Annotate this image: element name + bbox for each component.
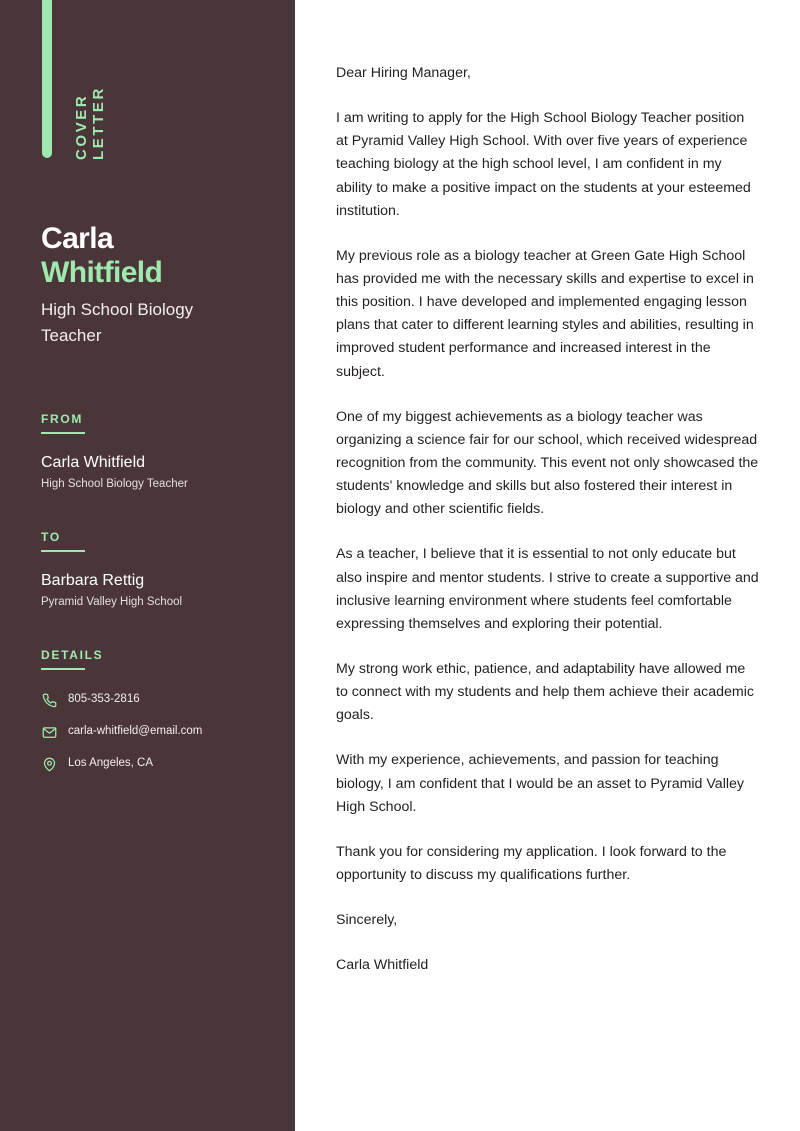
letter-paragraph: I am writing to apply for the High School Biology Teacher position at Pyramid Valley High School. With over five years of experience teaching biology at the high school level, I am confident in my ability to make a positive impact on the students at your esteemed institution. bbox=[336, 110, 751, 219]
contact-item-location[interactable] bbox=[41, 756, 276, 772]
contact-email-value: carla-whitfield@email.com bbox=[68, 725, 203, 738]
recipient-name: Barbara Rettig bbox=[41, 572, 145, 589]
letter-paragraph: My previous role as a biology teacher at Green Gate High School has provided me with the necessary skills and expertise to excel in this position. I have developed and implemented engaging lesson plans that cater to different learning styles and abilities, resulting in improved student performance and increased interest in the subject. bbox=[336, 247, 754, 380]
to-section-label: TO bbox=[41, 530, 61, 544]
letter-signature: Carla Whitfield bbox=[336, 957, 429, 974]
candidate-name bbox=[41, 224, 276, 288]
contact-item-phone[interactable] bbox=[41, 692, 276, 708]
section-divider bbox=[41, 432, 85, 434]
cover-letter-heading: COVER LETTER bbox=[73, 86, 107, 160]
letter-body bbox=[336, 62, 760, 977]
letter-greeting: Dear Hiring Manager, bbox=[336, 65, 471, 81]
letter-paragraph: With my experience, achievements, and passion for teaching biology, I am confident that I would be an asset to Pyramid Valley High School. bbox=[336, 752, 744, 815]
location-pin-icon bbox=[41, 756, 57, 772]
section-divider bbox=[41, 550, 85, 552]
contact-list bbox=[41, 692, 276, 772]
from-subtitle: High School Biology Teacher bbox=[41, 478, 188, 491]
to-section bbox=[41, 530, 276, 610]
sidebar bbox=[0, 0, 295, 1131]
section-divider bbox=[41, 668, 85, 670]
candidate-job-title: High School Biology Teacher bbox=[41, 300, 194, 346]
letter-paragraph: As a teacher, I believe that it is essential to not only educate but also inspire and mentor students. I strive to create a supportive and inclusive learning environment where students feel comfortable expressing themselves and exploring their potential. bbox=[336, 546, 759, 632]
letter-paragraph: My strong work ethic, patience, and adaptability have allowed me to connect with my students and help them achieve their academic goals. bbox=[336, 660, 754, 724]
contact-phone-value: 805-353-2816 bbox=[68, 693, 140, 706]
from-section-label: FROM bbox=[41, 412, 84, 426]
contact-location-value: Los Angeles, CA bbox=[68, 757, 154, 770]
candidate-first-name: Carla bbox=[41, 222, 114, 255]
from-section bbox=[41, 412, 276, 492]
contact-item-email[interactable] bbox=[41, 724, 276, 740]
details-section bbox=[41, 648, 276, 788]
envelope-icon bbox=[41, 724, 57, 740]
from-name: Carla Whitfield bbox=[41, 454, 146, 471]
accent-bar-decoration bbox=[42, 0, 52, 158]
phone-icon bbox=[41, 692, 57, 708]
candidate-last-name: Whitfield bbox=[41, 256, 163, 289]
details-section-label: DETAILS bbox=[41, 648, 104, 662]
letter-closing: Sincerely, bbox=[336, 912, 398, 929]
letter-paragraph: Thank you for considering my application. I look forward to the opportunity to discuss my qualifications further. bbox=[336, 843, 727, 883]
letter-paragraph: One of my biggest achievements as a biology teacher was organizing a science fair for our school, which received widespread recognition from the community. This event not only showcased the students' knowledge and skills but also fostered their interest in biology and other scientific fields. bbox=[336, 408, 759, 518]
recipient-organization: Pyramid Valley High School bbox=[41, 596, 183, 609]
